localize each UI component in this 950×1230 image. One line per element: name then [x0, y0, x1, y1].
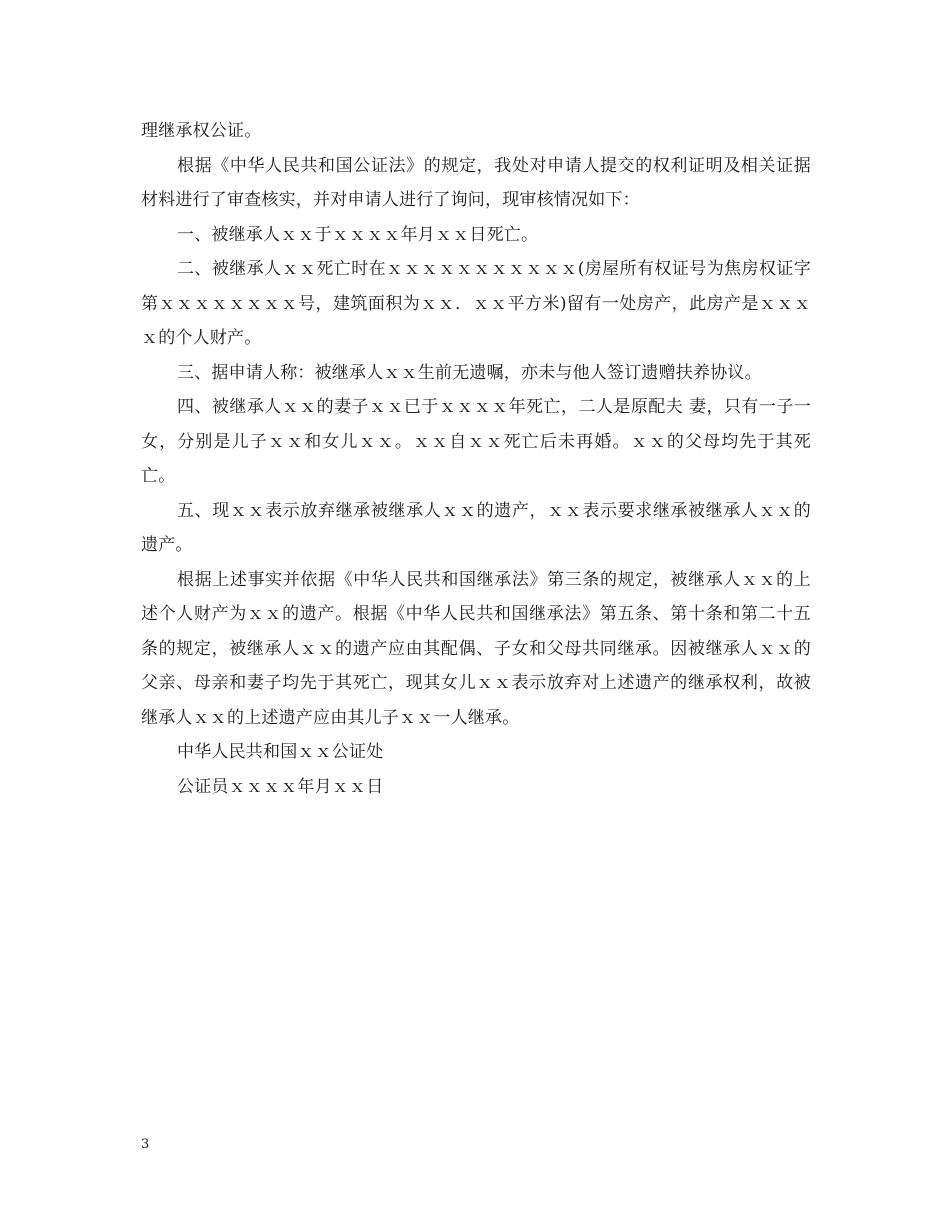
document-body — [141, 114, 811, 804]
paragraph-item-4: 四、被继承人ｘｘ的妻子ｘｘ已于ｘｘｘｘ年死亡，二人是原配夫 妻，只有一子一女，分别是儿子ｘｘ和女儿ｘｘ。ｘｘ自ｘｘ死亡后未再婚。ｘｘ的父母均先于其死亡。 — [141, 397, 811, 486]
paragraph-conclusion: 根据上述事实并依据《中华人民共和国继承法》第三条的规定，被继承人ｘｘ的上述个人财产为ｘｘ的遗产。根据《中华人民共和国继承法》第五条、第十条和第二十五条的规定，被继承人ｘｘ的遗产应由其配偶、子女和父母共同继承。因被继承人ｘｘ的父亲、母亲和妻子均先于其死亡，现其女儿ｘｘ表示放弃对上述遗产的继承权利，故被继承人ｘｘ的上述遗产应由其儿子ｘｘ一人继承。 — [141, 569, 811, 728]
notary-signature-date: 公证员ｘｘｘｘ年月ｘｘ日 — [177, 776, 384, 797]
notary-office-name: 中华人民共和国ｘｘ公证处 — [177, 742, 384, 762]
paragraph-item-1: 一、被继承人ｘｘ于ｘｘｘｘ年月ｘｘ日死亡。 — [177, 224, 539, 245]
paragraph-item-2: 二、被继承人ｘｘ死亡时在ｘｘｘｘｘｘｘｘｘｘｘ(房屋所有权证号为焦房权证字第ｘｘｘｘｘｘｘｘ号，建筑面积为ｘｘ．ｘｘ平方米)留有一处房产，此房产是ｘｘｘｘ的个人财产。 — [141, 259, 811, 348]
paragraph-continuation: 理继承权公证。 — [141, 121, 262, 141]
paragraph-item-5: 五、现ｘｘ表示放弃继承被继承人ｘｘ的遗产，ｘｘ表示要求继承被继承人ｘｘ的遗产。 — [141, 500, 811, 555]
page-number: 3 — [141, 1137, 150, 1152]
paragraph-legal-basis: 根据《中华人民共和国公证法》的规定，我处对申请人提交的权利证明及相关证据材料进行了审查核实，并对申请人进行了询问，现审核情况如下： — [141, 155, 811, 210]
paragraph-item-3: 三、据申请人称：被继承人ｘｘ生前无遗嘱，亦未与他人签订遗赠扶养协议。 — [177, 362, 762, 383]
